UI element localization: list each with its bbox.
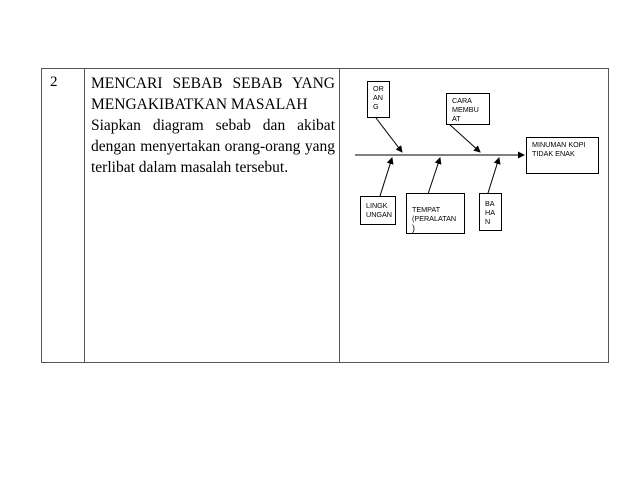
step-title-line1: MENCARI SEBAB SEBAB YANG — [91, 75, 335, 92]
cause-box-lingkungan: LINGK UNGAN — [360, 196, 396, 225]
row-number: 2 — [50, 74, 58, 90]
cause-box-cara-membuat: CARA MEMBU AT — [446, 93, 490, 125]
effect-box: MINUMAN KOPI TIDAK ENAK — [526, 137, 599, 174]
bone-orang — [376, 118, 402, 152]
cause-tempat-label: TEMPAT (PERALATAN — [412, 204, 457, 223]
cause-box-orang: OR AN G — [367, 81, 390, 118]
bone-cara-membuat — [449, 124, 480, 152]
step-title-line2: MENGAKIBATKAN MASALAH — [91, 96, 308, 113]
bone-bahan — [488, 158, 499, 193]
step-description: Siapkan diagram sebab dan akibat dengan menyertakan orang-orang yang terlibat dalam masalah tersebut. — [91, 117, 335, 176]
cause-box-bahan: BA HA N — [479, 193, 502, 231]
bone-tempat — [428, 158, 440, 194]
cause-box-tempat — [406, 193, 465, 234]
bone-lingkungan — [380, 158, 392, 196]
cause-tempat-paren: ) — [412, 223, 415, 234]
